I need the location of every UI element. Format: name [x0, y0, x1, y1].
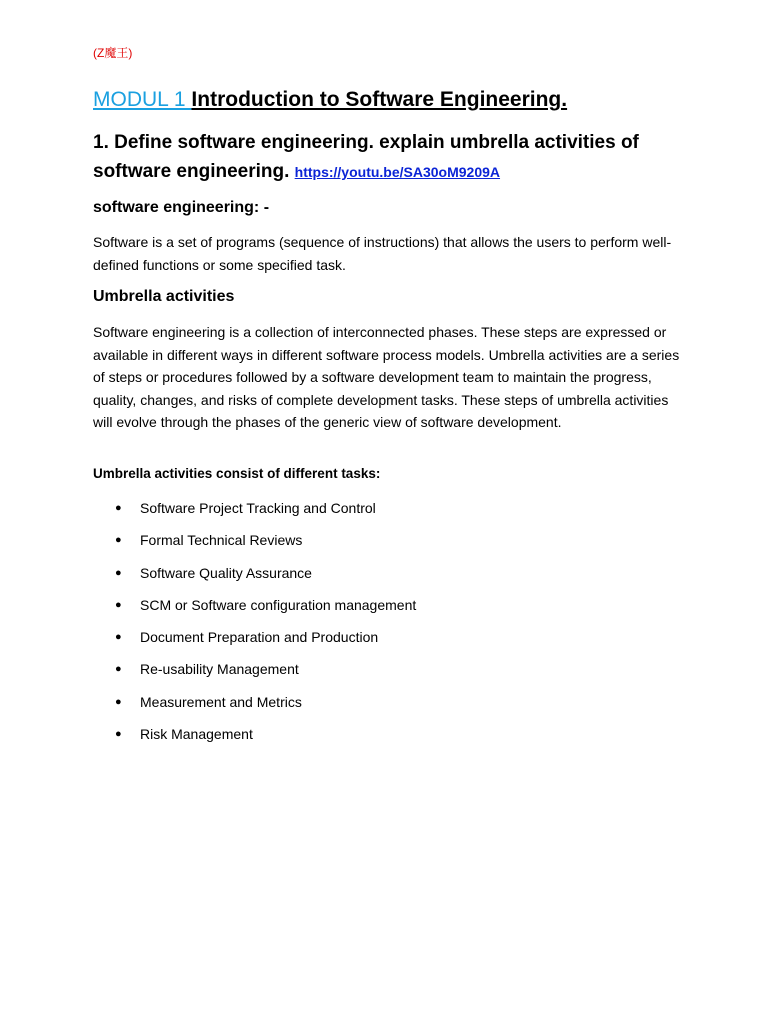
bullet-icon: ●: [115, 598, 122, 611]
bullet-icon: ●: [115, 663, 122, 676]
definition-paragraph: Software is a set of programs (sequence of instructions) that allows the users to perform well-defined functions or some specified task.: [93, 234, 672, 273]
bullet-icon: ●: [115, 695, 122, 708]
question-heading: [93, 128, 693, 187]
author-tag: (Z魔王): [93, 46, 133, 60]
title-text: Introduction to Software Engineering.: [191, 88, 568, 111]
umbrella-paragraph: Software engineering is a collection of interconnected phases. These steps are expressed or available in different ways in different software process models. Umbrella activities are a series of steps or procedures followed by a software development team to maintain the progress, quality, changes, and risks of complete development tasks. These steps of umbrella activities will evolve through the phases of the generic view of software development.: [93, 324, 680, 430]
bullet-icon: ●: [115, 566, 122, 579]
bullet-icon: ●: [115, 502, 122, 514]
youtube-link[interactable]: https://youtu.be/SA30oM9209A: [294, 164, 501, 180]
list-item: ● Risk Management: [93, 723, 416, 755]
bullet-icon: ●: [115, 728, 122, 741]
list-item: ● Formal Technical Reviews: [93, 529, 416, 561]
list-item: ● Measurement and Metrics: [93, 691, 416, 723]
list-item: ● Document Preparation and Production: [93, 626, 416, 658]
page-title: [93, 88, 567, 112]
bullet-icon: ●: [115, 631, 122, 644]
list-item: ● Re-usability Management: [93, 658, 416, 690]
bullet-icon: ●: [115, 534, 122, 547]
section-heading-software-engineering: software engineering: -: [93, 199, 270, 216]
umbrella-activities-list: [93, 497, 416, 755]
list-item: ● Software Project Tracking and Control: [93, 497, 416, 529]
list-item: ● SCM or Software configuration management: [93, 594, 416, 626]
question-text: 1. Define software engineering. explain umbrella activities of software engineering.: [93, 132, 639, 182]
module-label: MODUL 1: [93, 88, 192, 111]
list-item: ● Software Quality Assurance: [93, 562, 416, 594]
list-heading: Umbrella activities consist of different tasks:: [93, 466, 381, 481]
section-heading-umbrella-activities: Umbrella activities: [93, 288, 235, 305]
